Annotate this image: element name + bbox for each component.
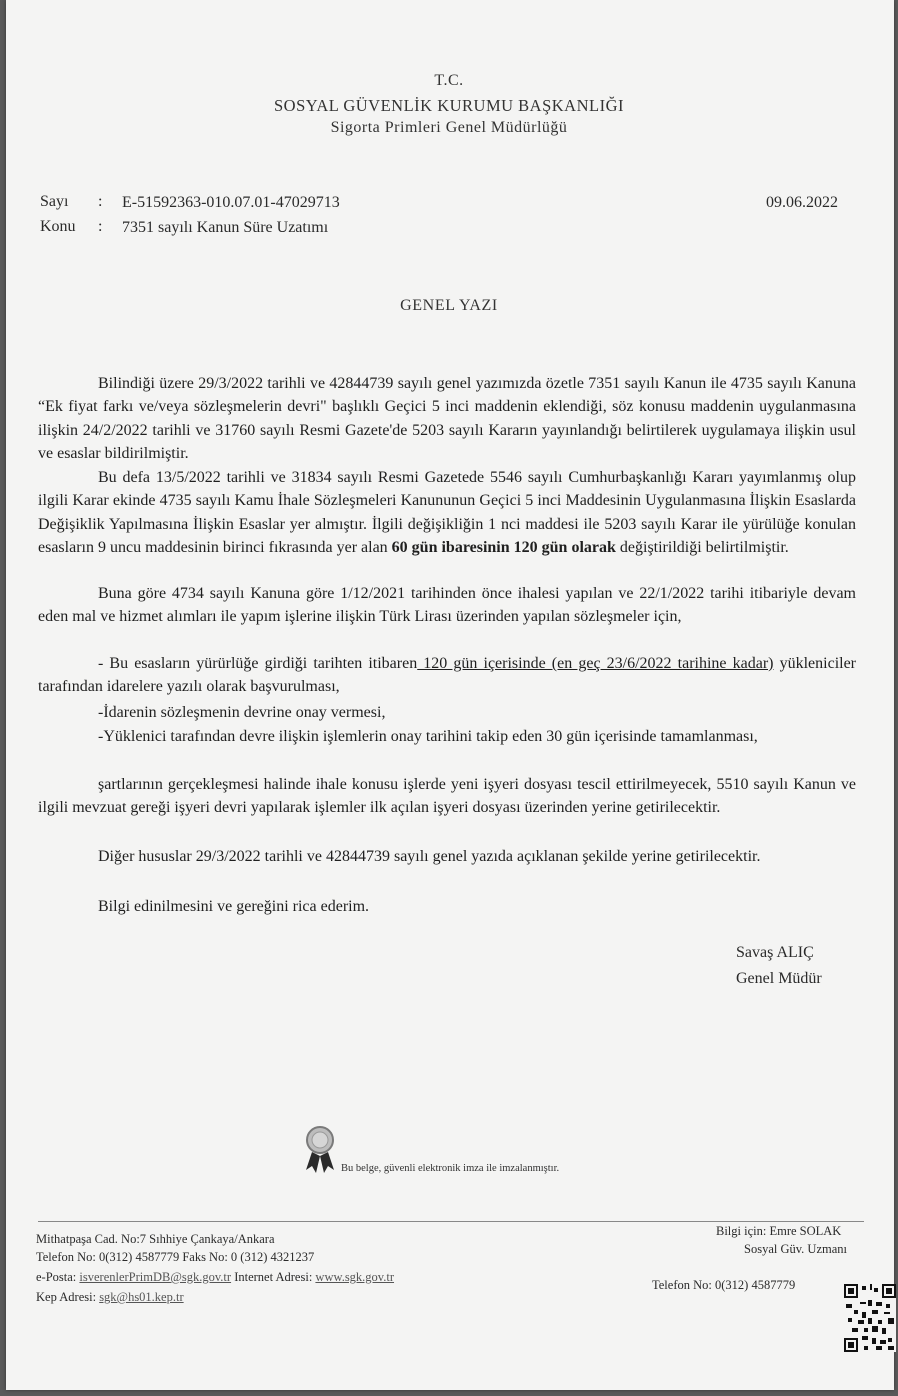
bullet-1-part-b: yükleniciler tarafından idarelere yazılı olarak başvurulması, [38, 655, 857, 696]
qr-code-icon [844, 1284, 896, 1352]
header-tc: T.C. [434, 72, 464, 89]
bullet-1-underlined: 120 gün içerisinde (en geç 23/6/2022 tarihine kadar) [417, 655, 774, 672]
signatory-name: Savaş ALIÇ [736, 944, 814, 961]
document-date: 09.06.2022 [766, 194, 838, 211]
paragraph-2-text [38, 466, 856, 560]
document-title: GENEL YAZI [400, 297, 498, 314]
info-contact-title: Sosyal Güv. Uzmanı [744, 1242, 847, 1256]
paragraph-6 [38, 895, 856, 918]
sayi-value: E-51592363-010.07.01-47029713 [122, 194, 340, 211]
email-label: e-Posta: [36, 1270, 77, 1284]
e-signature-seal-icon [300, 1124, 340, 1176]
footer-email-row [36, 1270, 394, 1285]
paragraph-6-text: Bilgi edinilmesini ve gereğini rica ederim. [98, 898, 370, 915]
paragraph-2-part-b: değiştirildiği belirtilmiştir. [619, 539, 789, 557]
konu-label: Konu [40, 218, 76, 235]
footer-phone-fax: Telefon No: 0(312) 4587779 Faks No: 0 (312) 4321237 [36, 1250, 315, 1264]
paragraph-3-text: Buna göre 4734 sayılı Kanuna göre 1/12/2021 tarihinden önce ihalesi yapılan ve 22/1/2022 tarihi itibariyle devam eden mal ve hizmet alımları ile yapım işlerine ilişkin Türk Lirası üzerinden yapılan sözleşmeler için, [38, 585, 856, 626]
konu-value: 7351 sayılı Kanun Süre Uzatımı [122, 219, 329, 236]
footer-divider [38, 1221, 864, 1222]
paragraph-3 [38, 582, 856, 629]
sayi-colon: : [98, 193, 103, 210]
paragraph-4 [38, 773, 856, 820]
bullet-2-text: -İdarenin sözleşmenin devrine onay vermesi, [98, 704, 386, 721]
email-link[interactable]: isverenlerPrimDB@sgk.gov.tr [79, 1270, 232, 1284]
kep-link[interactable]: sgk@hs01.kep.tr [99, 1290, 184, 1304]
internet-label: Internet Adresi: [234, 1270, 313, 1284]
info-contact-phone: Telefon No: 0(312) 4587779 [652, 1278, 796, 1292]
header-institution: SOSYAL GÜVENLİK KURUMU BAŞKANLIĞI [273, 96, 624, 115]
footer-address: Mithatpaşa Cad. No:7 Sıhhiye Çankaya/Ankara [36, 1232, 275, 1246]
paragraph-2-part-a: Bu defa 13/5/2022 tarihli ve 31834 sayılı Resmi Gazetede 5546 sayılı Cumhurbaşkanlığı Kararı yayımlanmış olup ilgili Karar ekinde 4735 sayılı Kamu İhale Sözleşmeleri Kanununun Geçici 5 inci Maddesinin Uygulanmasına İlişkin Esaslarda Değişiklik Yapılmasına İlişkin Esaslar yer almıştır. İlgili değişikliğin 1 nci maddesi ile 5203 sayılı Karar ile yürülüğe konulan esasların 9 uncu maddesinin birinci fıkrasında yer alan [38, 469, 856, 557]
info-contact-name: Bilgi için: Emre SOLAK [716, 1224, 842, 1238]
kep-label: Kep Adresi: [36, 1290, 97, 1304]
paragraph-1-text: Bilindiği üzere 29/3/2022 tarihli ve 42844739 sayılı genel yazımızda özetle 7351 sayılı Kanun ile 4735 sayılı Kanuna “Ek fiyat farkı ve/veya sözleşmelerin devri" başlıklı Geçici 5 inci maddenin eklendiği, söz konusu maddenin uygulanmasına ilişkin 24/2/2022 tarihli ve 31760 sayılı Resmi Gazete'de 5203 sayılı Kararın yayınlandığı belirtilerek uygulamaya ilişkin usul ve esaslar bildirilmiştir. [38, 375, 856, 463]
paragraph-2-bold: 60 gün ibaresinin 120 gün olarak [391, 539, 616, 557]
bullet-1 [38, 652, 856, 699]
header-department: Sigorta Primleri Genel Müdürlüğü [330, 119, 568, 136]
footer-kep-row [36, 1290, 184, 1305]
signatory-title: Genel Müdür [736, 970, 822, 987]
bullet-1-text [38, 652, 856, 699]
sayi-label: Sayı [40, 193, 69, 210]
paragraph-2 [38, 466, 856, 560]
paragraph-5 [38, 845, 856, 868]
paragraph-1 [38, 372, 856, 466]
paragraph-5-text: Diğer hususlar 29/3/2022 tarihli ve 42844739 sayılı genel yazıda açıklanan şekilde yerine getirilecektir. [98, 848, 761, 865]
konu-colon: : [98, 218, 103, 235]
bullet-2 [38, 701, 856, 724]
paragraph-4-text: şartlarının gerçekleşmesi halinde ihale konusu işlerde yeni işyeri dosyası tescil ettirilmeyecek, 5510 sayılı Kanun ve ilgili mevzuat gereği işyeri devri yapılarak işlemler ilk açılan işyeri dosyası üzerinden yerine getirilecektir. [38, 776, 856, 817]
bullet-1-part-a: - Bu esasların yürürlüğe girdiği tarihten itibaren [98, 655, 418, 672]
internet-link[interactable]: www.sgk.gov.tr [315, 1270, 395, 1284]
bullet-3 [38, 725, 856, 748]
esign-note: Bu belge, güvenli elektronik imza ile imzalanmıştır. [341, 1163, 560, 1174]
bullet-3-text: -Yüklenici tarafından devre ilişkin işlemlerin onay tarihini takip eden 30 gün içerisinde tamamlanması, [98, 728, 758, 745]
